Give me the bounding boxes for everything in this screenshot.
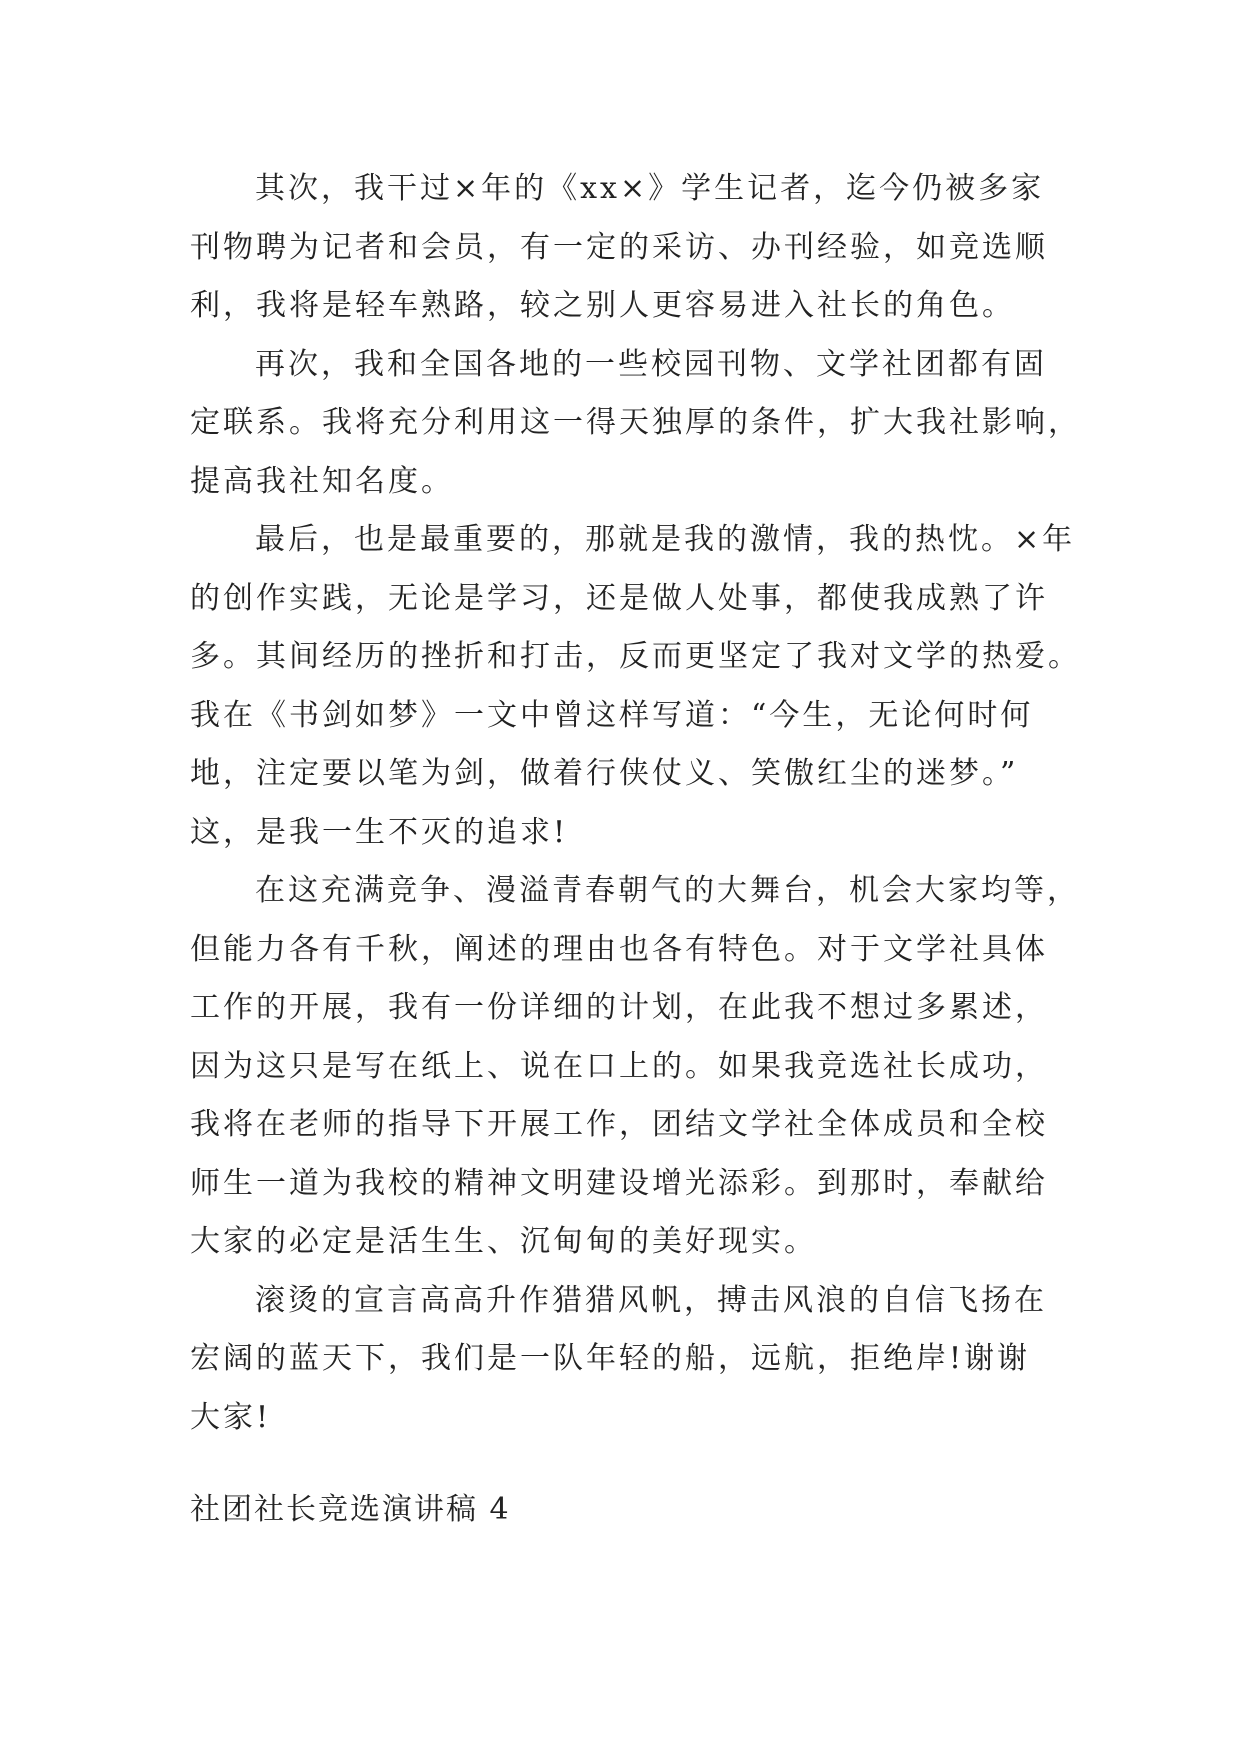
text-line: 大家! xyxy=(190,1399,272,1435)
text-line: 师生一道为我校的精神文明建设增光添彩。到那时，奉献给 xyxy=(190,1165,1048,1201)
text-line: 刊物聘为记者和会员，有一定的采访、办刊经验，如竞选顺 xyxy=(190,229,1048,265)
text-line: 的创作实践，无论是学习，还是做人处事，都使我成熟了许 xyxy=(190,580,1048,616)
text-line: 再次，我和全国各地的一些校园刊物、文学社团都有固 xyxy=(255,346,1047,382)
text-line: 但能力各有千秋，阐述的理由也各有特色。对于文学社具体 xyxy=(190,931,1048,967)
text-line: 我将在老师的指导下开展工作，团结文学社全体成员和全校 xyxy=(190,1107,1048,1142)
document-body xyxy=(190,160,1081,1447)
text-line: 滚烫的宣言高高升作猎猎风帆，搏击风浪的自信飞扬在 xyxy=(255,1282,1047,1318)
text-line: 其次，我干过×年的《xx×》学生记者，迄今仍被多家 xyxy=(255,171,1045,206)
text-line: 宏阔的蓝天下，我们是一队年轻的船，远航，拒绝岸!谢谢 xyxy=(190,1341,1031,1376)
paragraph xyxy=(190,336,1081,512)
text-line: 定联系。我将充分利用这一得天独厚的条件，扩大我社影响， xyxy=(190,405,1081,440)
text-line: 我在《书剑如梦》一文中曾这样写道：“今生，无论何时何 xyxy=(190,697,1034,733)
text-line: 地，注定要以笔为剑，做着行侠仗义、笑傲红尘的迷梦。” xyxy=(190,756,1019,791)
text-line: 在这充满竞争、漫溢青春朝气的大舞台，机会大家均等， xyxy=(255,873,1080,908)
paragraph xyxy=(190,862,1080,1272)
text-line: 这，是我一生不灭的追求! xyxy=(190,814,569,850)
text-line: 利，我将是轻车熟路，较之别人更容易进入社长的角色。 xyxy=(190,288,1015,323)
text-line: 最后，也是最重要的，那就是我的激情，我的热忱。×年 xyxy=(255,522,1076,557)
text-line: 因为这只是写在纸上、说在口上的。如果我竞选社长成功， xyxy=(190,1048,1048,1084)
text-line: 多。其间经历的挫折和打击，反而更坚定了我对文学的热爱。 xyxy=(190,639,1081,674)
text-line: 大家的必定是活生生、沉甸甸的美好现实。 xyxy=(190,1224,817,1259)
text-line: 工作的开展，我有一份详细的计划，在此我不想过多累述， xyxy=(190,990,1048,1025)
section-title: 社团社长竞选演讲稿 4 xyxy=(190,1492,511,1527)
paragraph xyxy=(190,511,1081,862)
text-line: 提高我社知名度。 xyxy=(190,463,454,499)
paragraph xyxy=(190,160,1050,336)
paragraph xyxy=(190,1272,1050,1448)
